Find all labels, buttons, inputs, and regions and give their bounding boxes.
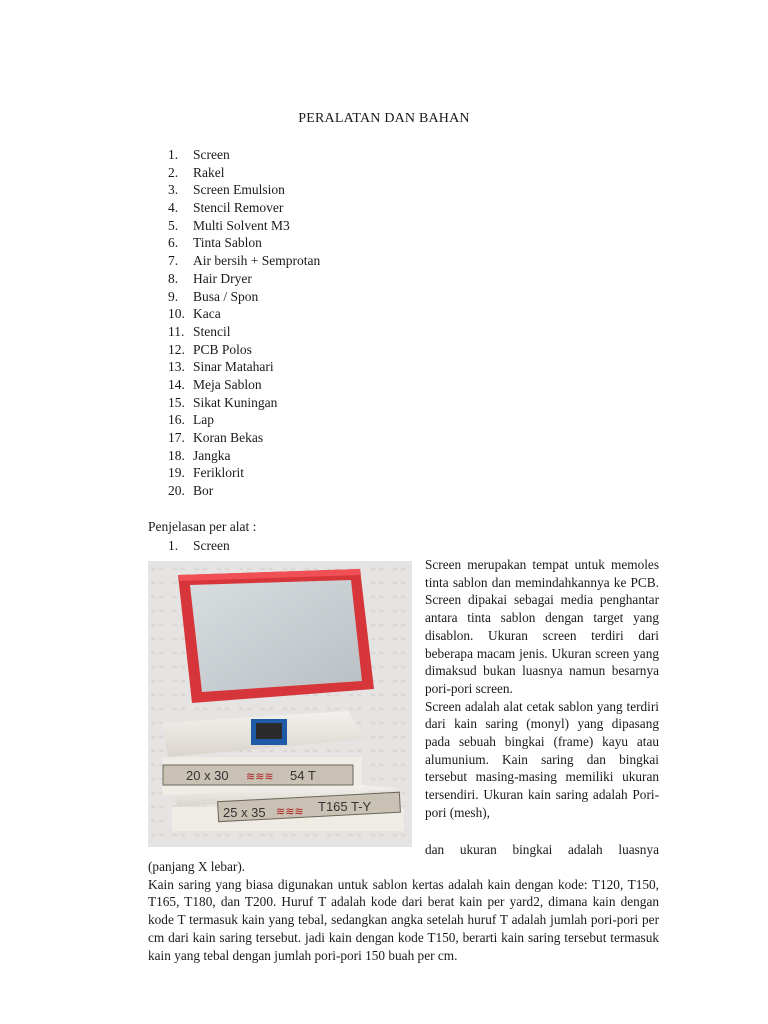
equipment-item (168, 376, 320, 394)
equipment-item (168, 482, 320, 500)
equipment-label: Sinar Matahari (193, 359, 274, 375)
equipment-label: Feriklorit (193, 465, 244, 481)
equipment-number: 14. (168, 376, 185, 392)
equipment-number: 16. (168, 412, 185, 428)
equipment-item (168, 305, 320, 323)
equipment-number: 10. (168, 306, 185, 322)
screen-paragraph-1: Screen merupakan tempat untuk memoles tinta sablon dan memindahkannya ke PCB. Screen dipakai sebagai media penghantar antara tinta sablon dengan target yang disablon. Ukuran screen terdiri dari beberapa macam jenis. Ukuran screen yang dimaksud bukan luasnya namun besarnya pori-pori screen. (425, 557, 659, 696)
equipment-label: Kaca (193, 306, 221, 322)
equipment-item (168, 270, 320, 288)
equipment-item (168, 217, 320, 235)
equipment-number: 7. (168, 253, 179, 269)
equipment-item (168, 394, 320, 412)
equipment-label: PCB Polos (193, 341, 252, 357)
equipment-number: 4. (168, 200, 179, 216)
equipment-number: 8. (168, 270, 179, 286)
bottom-first-line: (panjang X lebar). (148, 859, 246, 874)
box2-size-label: 25 x 35 (223, 805, 266, 820)
equipment-number: 12. (168, 341, 185, 357)
equipment-label: Jangka (193, 447, 231, 463)
screen-description (425, 556, 659, 822)
equipment-list (168, 146, 320, 500)
equipment-item (168, 199, 320, 217)
equipment-item (168, 411, 320, 429)
svg-text:≋≋≋: ≋≋≋ (276, 805, 304, 818)
equipment-item (168, 323, 320, 341)
equipment-label: Rakel (193, 164, 225, 180)
section-number: 1. (168, 538, 179, 553)
screen-paragraph-tail: dan ukuran bingkai adalah luasnya (425, 842, 659, 857)
screen-paragraph-bottom (148, 858, 659, 964)
equipment-item (168, 464, 320, 482)
equipment-item (168, 288, 320, 306)
equipment-number: 20. (168, 483, 185, 499)
equipment-item (168, 252, 320, 270)
equipment-number: 9. (168, 288, 179, 304)
equipment-number: 18. (168, 447, 185, 463)
section-title: Screen (193, 538, 230, 553)
equipment-label: Sikat Kuningan (193, 394, 278, 410)
equipment-label: Hair Dryer (193, 270, 252, 286)
equipment-number: 17. (168, 430, 185, 445)
equipment-number: 1. (168, 147, 179, 162)
equipment-label: Screen Emulsion (193, 182, 285, 198)
equipment-item (168, 181, 320, 199)
equipment-item (168, 341, 320, 359)
equipment-number: 3. (168, 182, 179, 198)
equipment-item (168, 358, 320, 376)
equipment-label: Tinta Sablon (193, 235, 262, 251)
explanation-intro: Penjelasan per alat : (148, 519, 257, 534)
equipment-label: Stencil Remover (193, 200, 284, 216)
document-title: PERALATAN DAN BAHAN (298, 111, 470, 126)
equipment-number: 5. (168, 217, 179, 233)
bottom-paragraph: Kain saring yang biasa digunakan untuk sablon kertas adalah kain dengan kode: T120, T150, T165, T180, dan T200. Huruf T adalah kode dari berat kain per yard2, dimana kain dengan kode T termasuk kain yang tebal, sedangkan angka setelah huruf T adalah jumlah pori-pori per cm dari kain saring tersebut. jadi kain dengan kode T150, berarti kain saring tersebut termasuk kain yang tebal dengan jumlah pori-pori 150 buah per cm. (148, 876, 659, 963)
box1-mesh-label: 54 T (290, 768, 316, 783)
equipment-number: 2. (168, 164, 179, 180)
equipment-number: 13. (168, 359, 185, 375)
equipment-label: Stencil (193, 323, 231, 339)
equipment-item (168, 146, 320, 164)
equipment-label: Air bersih + Semprotan (193, 253, 321, 269)
equipment-item (168, 234, 320, 252)
equipment-item (168, 447, 320, 465)
equipment-label: Busa / Spon (193, 288, 259, 304)
equipment-item (168, 164, 320, 182)
box2-mesh-label: T165 T-Y (318, 799, 372, 814)
equipment-label: Bor (193, 483, 214, 499)
equipment-item (168, 429, 320, 447)
equipment-label: Multi Solvent M3 (193, 217, 290, 233)
equipment-number: 19. (168, 465, 185, 481)
section-heading-screen (168, 538, 230, 554)
screen-frame-photo (148, 561, 412, 847)
equipment-label: Meja Sablon (193, 376, 262, 392)
red-screen-frame (178, 569, 374, 703)
equipment-number: 15. (168, 394, 185, 410)
equipment-number: 11. (168, 323, 185, 339)
svg-text:≋≋≋: ≋≋≋ (246, 770, 274, 783)
equipment-label: Koran Bekas (193, 430, 264, 445)
equipment-label: Lap (193, 412, 214, 428)
equipment-label: Screen (193, 147, 230, 162)
equipment-number: 6. (168, 235, 179, 251)
screen-paragraph-2: Screen adalah alat cetak sablon yang terdiri dari kain saring (monyl) yang dipasang pada sebuah bingkai (frame) kayu atau alumunium. Kain saring dan bingkai tersebut masing-masing memiliki ukuran tersendiri. Ukuran kain saring adalah Pori-pori (mesh), (425, 698, 659, 820)
box1-size-label: 20 x 30 (186, 768, 229, 783)
